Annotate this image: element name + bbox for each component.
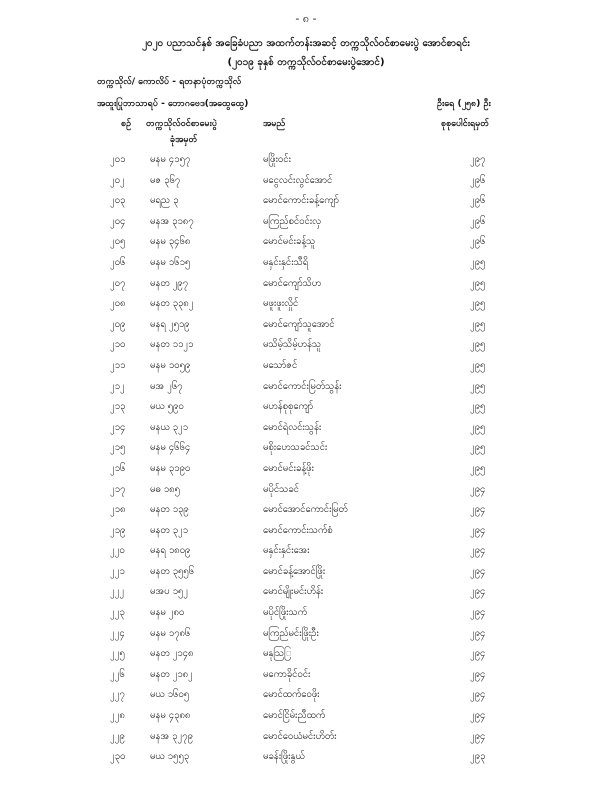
student-name: မောင်ငြိမ်းညီထက် <box>263 710 326 722</box>
table-row <box>0 565 612 586</box>
roll-number: မနမ ၃၄၆၈ <box>150 236 191 248</box>
row-number: ၂၂၇ <box>110 689 125 701</box>
table-row <box>0 544 612 565</box>
total-score: ၂၉၄ <box>470 483 486 495</box>
student-name: မစိုးဟေသခင်သင်း <box>263 442 328 454</box>
roll-number: မနမ ၁၀၅၉ <box>150 359 191 371</box>
roll-number: မနရ ၂၅၁၉ <box>150 318 190 330</box>
roll-number: မနတ ၃၅၅၆ <box>150 565 194 577</box>
row-number: ၂၂၈ <box>110 710 125 722</box>
row-number: ၂၁၈ <box>110 504 126 516</box>
total-score: ၂၉၆ <box>470 195 486 207</box>
table-row <box>0 215 612 236</box>
total-score: ၂၉၆ <box>470 174 486 186</box>
page-title: ၂၀၂၀ ပညာသင်နှစ် အခြေခံပညာ အထက်တန်းအဆင့် တက္ကသိုလ်ဝင်စာမေးပွဲ အောင်စာရင်း <box>142 38 470 49</box>
total-score: ၂၉၅ <box>470 401 486 413</box>
row-number: ၂၂၉ <box>110 730 125 742</box>
student-name: မငွေလင်းလွင်အောင် <box>263 174 333 186</box>
table-row <box>0 688 612 709</box>
row-number: ၂၀၄ <box>110 215 126 227</box>
results-table <box>0 153 612 771</box>
total-score: ၂၉၄ <box>470 710 486 722</box>
table-row <box>0 256 612 277</box>
table-row <box>0 483 612 504</box>
roll-number: မအပ ၁၅၂ <box>150 586 188 598</box>
row-number: ၂၀၃ <box>110 195 126 207</box>
table-row <box>0 709 612 730</box>
total-score: ၂၉၅ <box>470 380 486 392</box>
table-row <box>0 400 612 421</box>
roll-number: မနမ ၄၃၈၈ <box>150 710 191 722</box>
column-header-score: စုစုပေါင်းရမှတ် <box>441 119 490 129</box>
row-number: ၂၃၀ <box>110 751 126 763</box>
row-number: ၂၁၄ <box>110 421 126 433</box>
roll-number: မနတ ၂၁၈၂ <box>150 668 193 680</box>
roll-number: မယ ၁၆၀၅ <box>150 689 190 701</box>
student-name: မနှင်းနှင်းအေး <box>263 545 310 557</box>
student-name: မကြည်မင်းဖြိုးဦး <box>263 627 319 639</box>
university-line: တက္ကသိုလ်/ ကောလိပ် - ရတနာပုံတက္ကသိုလ် <box>97 77 242 87</box>
row-number: ၂၀၆ <box>110 256 126 268</box>
total-score: ၂၉၅ <box>470 256 486 268</box>
total-score: ၂၉၅ <box>470 421 486 433</box>
row-number: ၂၀၈ <box>110 298 126 310</box>
table-row <box>0 421 612 442</box>
table-row <box>0 606 612 627</box>
table-row <box>0 585 612 606</box>
row-number: ၂၀၅ <box>110 236 126 248</box>
roll-number: မနအ ၃၂၇၉ <box>150 730 193 742</box>
total-score: ၂၉၆ <box>470 236 486 248</box>
roll-number: မနမ ၁၇၈၆ <box>150 627 191 639</box>
student-name: မောင်အောင်ကောင်းမြတ် <box>263 504 348 516</box>
student-name: မသော်ဇင် <box>263 359 298 371</box>
student-name: မောင်ကျော်သိဟ <box>263 277 322 289</box>
total-score: ၂၉၅ <box>470 277 486 289</box>
roll-number: မနယ ၃၂၁ <box>150 421 188 433</box>
row-number: ၂၁၅ <box>110 442 126 454</box>
row-number: ၂၂၃ <box>110 607 125 619</box>
table-row <box>0 318 612 339</box>
table-row <box>0 750 612 771</box>
student-name: မောင်ထက်ဝေဖိုး <box>263 689 320 701</box>
table-row <box>0 668 612 689</box>
total-score: ၂၉၄ <box>470 668 486 680</box>
roll-number: မနမ ၁၆၁၅ <box>150 256 191 268</box>
page-subtitle: (၂၀၁၉ ခုနှစ် တက္ကသိုလ်ဝင်စာမေးပွဲအောင်) <box>227 57 385 68</box>
student-name: မောင်ခန့်အောင်ဖြိုး <box>263 565 326 577</box>
roll-number: မနတ ၁၃၉ <box>150 504 189 516</box>
student-name: မောင်ကောင်းသက်စံ <box>263 524 333 536</box>
roll-number: မဓ ၁၈၅ <box>150 483 180 495</box>
total-score: ၂၉၅ <box>470 298 486 310</box>
student-name: မခန်းဖြိုးနွယ် <box>263 751 305 763</box>
row-number: ၂၀၉ <box>110 318 126 330</box>
row-number: ၂၁၇ <box>110 483 126 495</box>
total-score: ၂၉၄ <box>470 648 486 660</box>
total-score: ၂၉၄ <box>470 565 486 577</box>
table-row <box>0 297 612 318</box>
roll-number: မနတ ၁၁၂၁ <box>150 339 194 351</box>
table-row <box>0 235 612 256</box>
student-name: မောင်မျိုးမင်းဟိန်း <box>263 586 324 598</box>
table-row <box>0 277 612 298</box>
total-score: ၂၉၅ <box>470 359 486 371</box>
student-name: မောင်မင်းခန့်သူ <box>263 236 316 248</box>
total-score: ၂၉၄ <box>470 504 486 516</box>
student-name: မောင်ဝေယံမင်းဟိတ်း <box>263 730 337 742</box>
total-score: ၂၉၄ <box>470 524 486 536</box>
table-row <box>0 647 612 668</box>
table-row <box>0 380 612 401</box>
table-row <box>0 359 612 380</box>
total-score: ၂၉၃ <box>470 751 486 763</box>
total-score: ၂၉၄ <box>470 627 486 639</box>
roll-number: မရည ၃ <box>150 195 179 207</box>
row-number: ၂၂၄ <box>110 627 125 639</box>
roll-number: မအ ၂၆၇ <box>150 380 183 392</box>
student-name: မသိမ့်သိမ့်ဟန်သူ <box>263 339 322 351</box>
column-header-roll: တက္ကသိုလ်ဝင်စာမေးပွဲ <box>146 119 217 129</box>
student-count: ဦးရေ (၂၅၈) ဦး <box>437 99 491 109</box>
total-score: ၂၉၆ <box>470 215 486 227</box>
row-number: ၂၁၀ <box>110 339 126 351</box>
total-score: ၂၉၅ <box>470 318 486 330</box>
student-name: မောင်ကောင်းခန့်ကျော် <box>263 195 339 207</box>
row-number: ၂၂၁ <box>110 565 125 577</box>
student-name: မောင်မင်းခန့်ဖိုး <box>263 462 314 474</box>
roll-number: မနမ ၃၁၉၀ <box>150 462 191 474</box>
row-number: ၂၂၂ <box>110 586 124 598</box>
student-name: မဖူးဖူးလှိုင် <box>263 298 299 310</box>
student-name: မောင်ကျော်သူအောင် <box>263 318 335 330</box>
row-number: ၂၁၉ <box>110 524 126 536</box>
row-number: ၂၀၇ <box>110 277 126 289</box>
row-number: ၂၀၁ <box>110 154 126 165</box>
page-number: - ၈ - <box>295 12 317 25</box>
student-name: မဟန်စုစုကျော် <box>263 401 314 413</box>
roll-number: မယ ၁၅၅၃ <box>150 751 190 763</box>
student-name: မပိုင်ဖြိုးသက် <box>263 607 308 619</box>
student-name: မနှင်းနှင်းသီရိ <box>263 256 309 268</box>
student-name: မကြည်စင်ဝင်းလှ <box>263 215 322 227</box>
roll-number: မနတ ၂၁၄၈ <box>150 648 194 660</box>
student-name: မောင်ရဲလင်းသွန်း <box>263 421 322 433</box>
roll-number: မနတ ၃၃၈၂ <box>150 298 194 310</box>
roll-number: မဇ ၃၆၇ <box>150 174 181 186</box>
student-name: မဖြိုးဝင်း <box>263 154 291 165</box>
total-score: ၂၉၄ <box>470 545 486 557</box>
student-name: မပိုင်သခင် <box>263 483 299 495</box>
row-number: ၂၁၆ <box>110 462 126 474</box>
roll-number: မနမ ၂၈၀ <box>150 607 185 619</box>
roll-number: မနမ ၄၁၅၇ <box>150 154 191 165</box>
total-score: ၂၉၄ <box>470 586 486 598</box>
column-header-roll-sub: ခုံအမှတ် <box>170 135 198 145</box>
total-score: ၂၉၅ <box>470 339 486 351</box>
total-score: ၂၉၄ <box>470 689 486 701</box>
table-row <box>0 503 612 524</box>
row-number: ၂၁၂ <box>110 380 125 392</box>
row-number: ၂၂၅ <box>110 648 125 660</box>
student-name: မနုသြြ <box>263 648 292 660</box>
total-score: ၂၉၄ <box>470 730 486 742</box>
total-score: ၂၉၅ <box>470 462 486 474</box>
roll-number: မနတ ၂၉၇ <box>150 277 188 289</box>
row-number: ၂၁၃ <box>110 401 126 413</box>
row-number: ၂၀၂ <box>110 174 125 186</box>
table-row <box>0 730 612 751</box>
table-row <box>0 153 612 174</box>
table-row <box>0 441 612 462</box>
roll-number: မနရ ၁၈၀၉ <box>150 545 191 557</box>
column-header-name: အမည် <box>263 119 286 129</box>
roll-number: မနတ ၃၂၁ <box>150 524 188 536</box>
row-number: ၂၂၀ <box>110 545 125 557</box>
student-name: မောင်ကောင်းမြတ်သွန်း <box>263 380 342 392</box>
table-row <box>0 174 612 195</box>
table-row <box>0 627 612 648</box>
total-score: ၂၉၅ <box>470 442 486 454</box>
roll-number: မနမ ၄၆၆၄ <box>150 442 191 454</box>
table-row <box>0 524 612 545</box>
column-header-no: စဉ် <box>121 119 132 129</box>
row-number: ၂၁၁ <box>110 359 126 371</box>
row-number: ၂၂၆ <box>110 668 125 680</box>
roll-number: မနအ ၃၁၈၇ <box>150 215 194 227</box>
table-row <box>0 338 612 359</box>
total-score: ၂၉၇ <box>470 154 486 165</box>
total-score: ၂၉၄ <box>470 607 486 619</box>
table-row <box>0 462 612 483</box>
major-subject-line: အထူးပြုဘာသာရပ် - ဘောဂဗေဒ(အထွေထွေ) <box>97 99 249 109</box>
roll-number: မယ ၅၉၀ <box>150 401 184 413</box>
student-name: မကောခိုင်ဝင်း <box>263 668 311 680</box>
table-row <box>0 194 612 215</box>
